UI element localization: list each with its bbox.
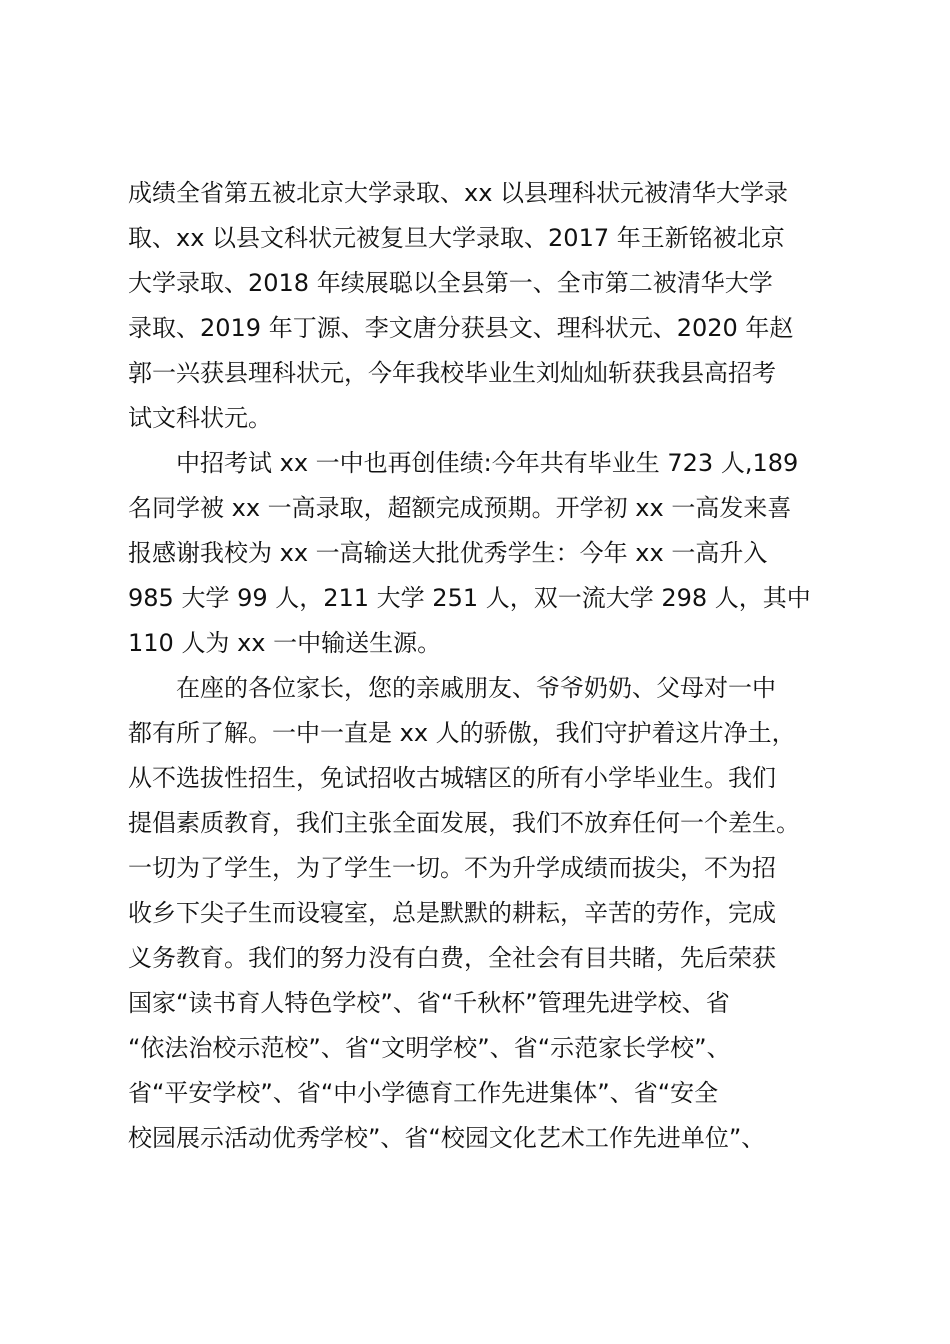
- text-line: “依法治校示范校”、省“文明学校”、省“示范家长学校”、: [128, 1034, 731, 1062]
- text-line: 试文科状元。: [128, 404, 272, 432]
- text-line: 取、xx 以县文科状元被复旦大学录取、2017 年王新铭被北京: [128, 224, 785, 252]
- text-line: 从不选拔性招生，免试招收古城辖区的所有小学毕业生。我们: [128, 764, 776, 792]
- text-line: 大学录取、2018 年续展聪以全县第一、全市第二被清华大学: [128, 269, 773, 297]
- text-line: 成绩全省第五被北京大学录取、xx 以县理科状元被清华大学录: [128, 179, 789, 207]
- text-line: 校园展示活动优秀学校”、省“校园文化艺术工作先进单位”、: [128, 1124, 766, 1152]
- text-line: 985 大学 99 人，211 大学 251 人，双一流大学 298 人，其中: [128, 584, 811, 612]
- text-line: 义务教育。我们的努力没有白费，全社会有目共睹，先后荣获: [128, 944, 776, 972]
- text-line: 都有所了解。一中一直是 xx 人的骄傲，我们守护着这片净土，: [128, 719, 796, 747]
- text-line: 在座的各位家长，您的亲戚朋友、爷爷奶奶、父母对一中: [128, 674, 776, 702]
- text-line: 录取、2019 年丁源、李文唐分获县文、理科状元、2020 年赵: [128, 314, 794, 342]
- text-line: 报感谢我校为 xx 一高输送大批优秀学生：今年 xx 一高升入: [128, 539, 768, 567]
- text-line: 提倡素质教育，我们主张全面发展，我们不放弃任何一个差生。: [128, 809, 800, 837]
- text-line: 一切为了学生，为了学生一切。不为升学成绩而拔尖，不为招: [128, 854, 776, 882]
- text-line: 名同学被 xx 一高录取，超额完成预期。开学初 xx 一高发来喜: [128, 494, 792, 522]
- body-text: [128, 171, 852, 1161]
- text-line: 国家“读书育人特色学校”、省“千秋杯”管理先进学校、省: [128, 989, 730, 1017]
- text-line: 中招考试 xx 一中也再创佳绩:今年共有毕业生 723 人,189: [128, 449, 799, 477]
- text-line: 郭一兴获县理科状元，今年我校毕业生刘灿灿斩获我县高招考: [128, 359, 776, 387]
- text-line: 110 人为 xx 一中输送生源。: [128, 629, 442, 657]
- text-line: 收乡下尖子生而设寝室，总是默默的耕耘，辛苦的劳作，完成: [128, 899, 776, 927]
- text-line: 省“平安学校”、省“中小学德育工作先进集体”、省“安全: [128, 1079, 719, 1107]
